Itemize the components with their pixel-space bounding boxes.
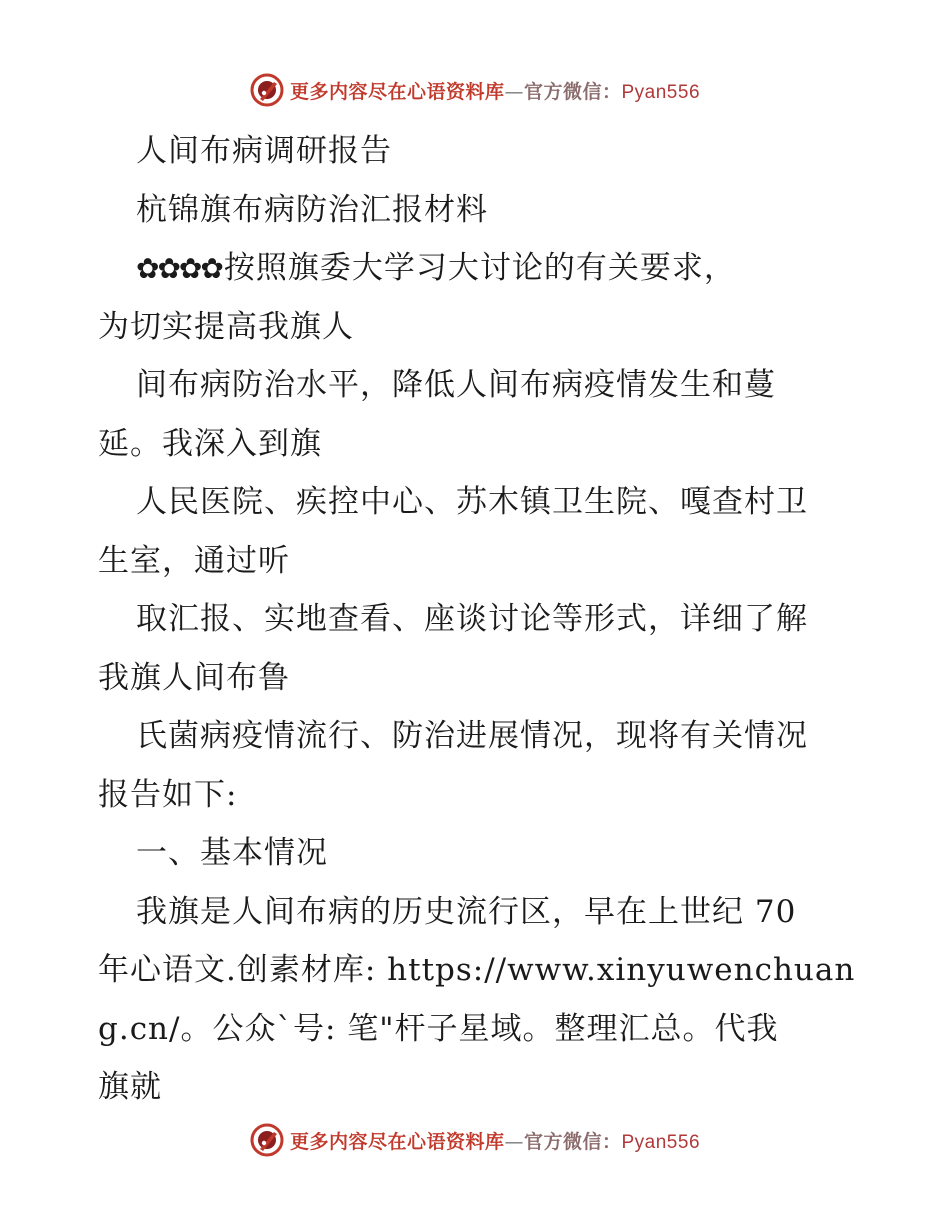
doc-line: g.cn/。公众`号: 笔"杆子星域。整理汇总。代我 [98, 1010, 779, 1047]
doc-line: ✿✿✿✿按照旗委大学习大讨论的有关要求， [136, 250, 736, 286]
doc-line: 为切实提高我旗人 [98, 308, 354, 345]
watermark-wechat-label: 官方微信： [523, 80, 622, 103]
watermark-wechat-id: Pyan556 [621, 81, 701, 103]
document-body [98, 122, 858, 1117]
doc-line: 间布病防治水平，降低人间布病疫情发生和蔓 [136, 367, 776, 403]
watermark-dash: — [504, 80, 524, 103]
watermark-wechat-label: 官方微信： [523, 1130, 622, 1153]
doc-line: 氏菌病疫情流行、防治进展情况，现将有关情况 [136, 718, 808, 754]
doc-line: 年心语文.创素材库: https://www.xinyuwenchuan [98, 952, 856, 988]
watermark-banner-bottom [0, 1120, 950, 1160]
watermark-text [290, 1127, 700, 1154]
doc-line: 人民医院、疾控中心、苏木镇卫生院、嘎查村卫 [136, 484, 808, 520]
doc-title: 人间布病调研报告 [136, 133, 392, 169]
doc-line: 旗就 [98, 1069, 162, 1105]
watermark-wechat-id: Pyan556 [621, 1131, 701, 1153]
doc-line: 我旗是人间布病的历史流行区，早在上世纪 70 [136, 893, 797, 930]
watermark-site: 更多内容尽在心语资料库 [289, 80, 505, 103]
doc-subtitle: 杭锦旗布病防治汇报材料 [136, 191, 488, 228]
watermark-text [290, 77, 700, 104]
pen-seal-logo-icon [250, 1123, 284, 1157]
doc-line: 取汇报、实地查看、座谈讨论等形式，详细了解 [136, 601, 808, 637]
watermark-site: 更多内容尽在心语资料库 [289, 1130, 505, 1153]
doc-line: 报告如下: [98, 776, 238, 813]
pen-seal-logo-icon [250, 73, 284, 107]
ornament-icon: ✿✿✿✿ [136, 252, 222, 285]
doc-line: 我旗人间布鲁 [98, 659, 290, 696]
doc-line: 生室，通过听 [98, 542, 290, 579]
watermark-dash: — [504, 1130, 524, 1153]
watermark-banner-top [0, 70, 950, 110]
section-heading: 一、基本情况 [136, 835, 328, 871]
doc-line: 延。我深入到旗 [98, 425, 322, 462]
